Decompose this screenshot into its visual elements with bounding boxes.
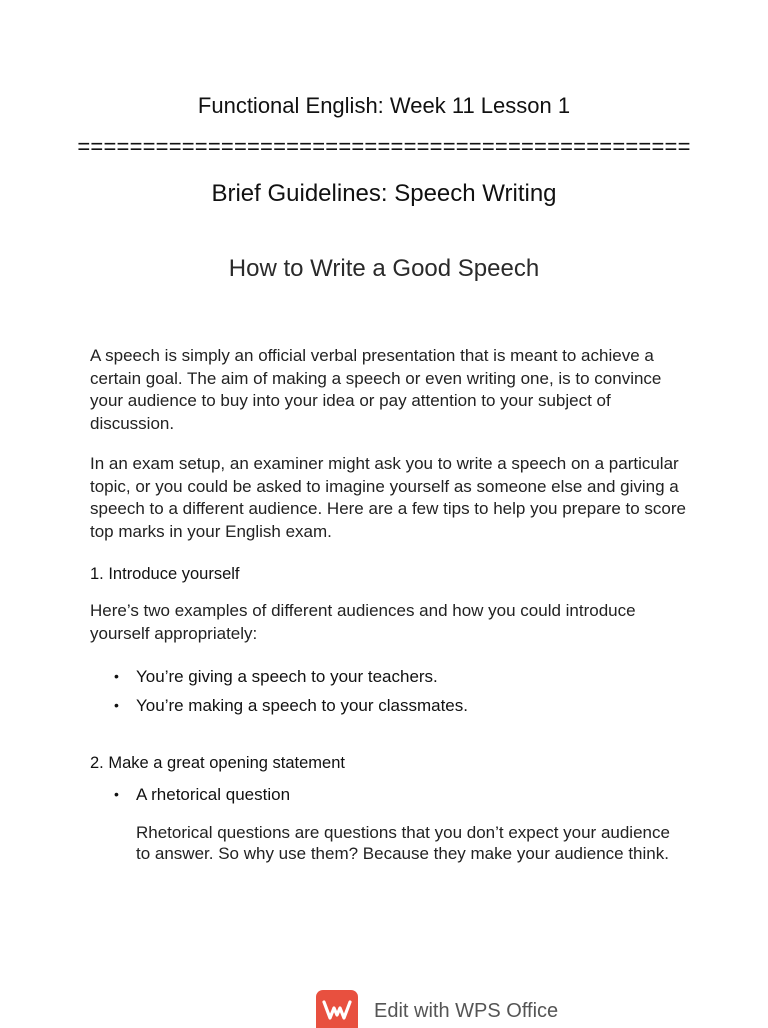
heading-introduce-yourself: 1. Introduce yourself — [90, 565, 240, 583]
edit-with-wps-button[interactable] — [316, 990, 558, 1024]
bullet-list-audiences — [90, 662, 690, 720]
section-title: How to Write a Good Speech — [228, 255, 540, 282]
paragraph-intro: A speech is simply an official verbal presentation that is meant to achieve a certain goal. The aim of making a speech or even writing one, is to convince your audience to buy into your idea or pay attention to your subject of discussion. — [90, 346, 662, 433]
wps-label: Edit with WPS Office — [374, 999, 559, 1022]
document-title: Functional English: Week 11 Lesson 1 — [197, 93, 571, 118]
wps-office-logo-icon — [316, 990, 358, 1028]
paragraph-exam: In an exam setup, an examiner might ask you to write a speech on a particular topic, or you could be asked to imagine yourself as someone else and giving a speech to a different audience. Here are a few tips to help you prepare to score top marks in your English exam. — [90, 454, 686, 541]
paragraph-rhetorical: Rhetorical questions are questions that you don’t expect your audience to answer. So why use them? Because they make your audience think. — [136, 823, 670, 863]
list-item: • You’re giving a speech to your teachers. — [90, 662, 690, 691]
heading-opening-statement: 2. Make a great opening statement — [90, 754, 345, 772]
document-subtitle: Brief Guidelines: Speech Writing — [211, 180, 557, 207]
bullet-list-openings — [90, 780, 690, 809]
title-separator: =============================================== — [77, 134, 691, 159]
paragraph-audiences: Here’s two examples of different audiences and how you could introduce yourself appropriately: — [90, 601, 636, 643]
list-item: • A rhetorical question — [90, 780, 690, 809]
list-item: • You’re making a speech to your classmates. — [90, 691, 690, 720]
